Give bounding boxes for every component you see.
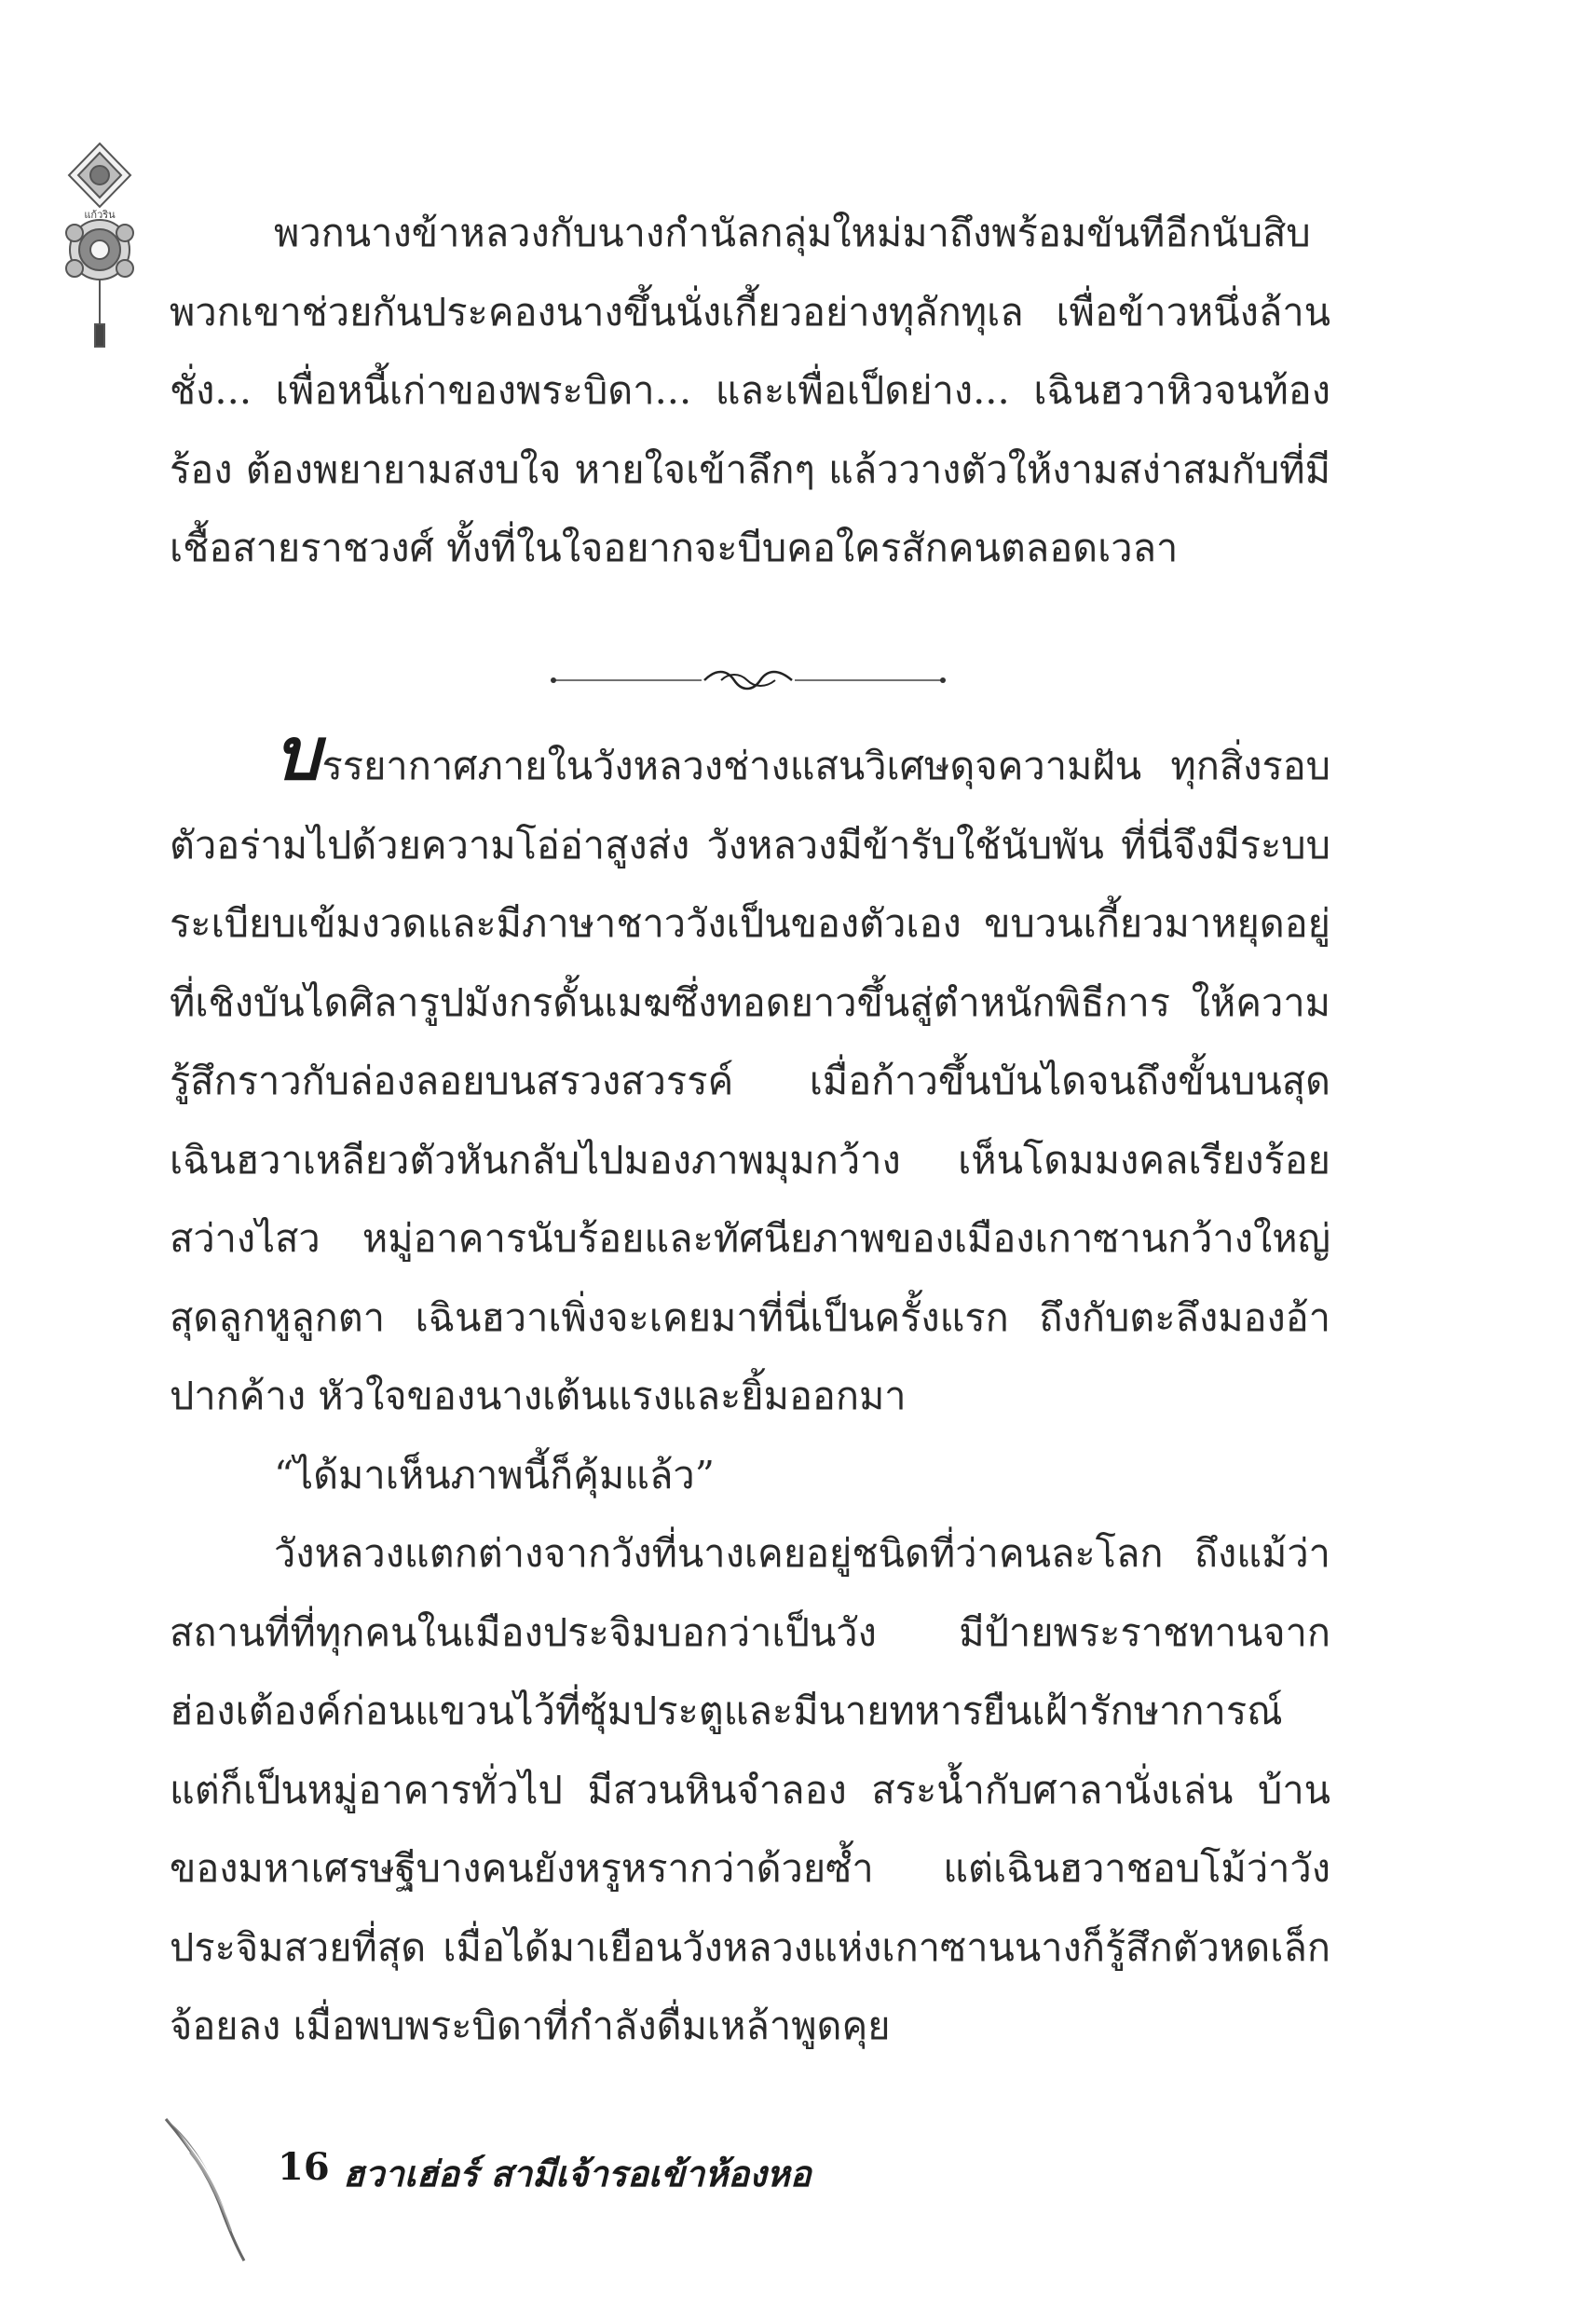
page-number: 16: [278, 2145, 330, 2189]
page-footer: [158, 2115, 997, 2264]
paragraph-text: รรยากาศภายในวังหลวงช่างแสนวิเศษดุจความฝัน ทุกสิ่งรอบตัวอร่ามไปด้วยความโอ่อ่าสูงส่ง วังหลวงมีข้ารับใช้นับพัน ที่นี่จึงมีระบบระเบียบเข้มงวดและมีภาษาชาววังเป็นของตัวเอง ขบวนเกี้ยวมาหยุดอยู่ที่เชิงบันไดศิลารูปมังกรดั้นเมฆซึ่งทอดยาวขึ้นสู่ตำหนักพิธีการ ให้ความรู้สึกราวกับล่องลอยบนสรวงสวรรค์ เมื่อก้าวขึ้นบันไดจนถึงขั้นบนสุด เฉินฮวาเหลียวตัวหันกลับไปมองภาพมุมกว้าง เห็นโดมมงคลเรียงร้อยสว่างไสว หมู่อาคารนับร้อยและทัศนียภาพของเมืองเกาซานกว้างใหญ่สุดลูกหูลูกตา เฉินฮวาเพิ่งจะเคยมาที่นี่เป็นครั้งแรก ถึงกับตะลึงมองอ้าปากค้าง หัวใจของนางเต้นแรงและยิ้มออกมา: [170, 743, 1330, 1418]
dialogue-quote: “ได้มาเห็นภาพนี้ก็คุ้มแล้ว”: [274, 1451, 715, 1497]
text-section-2: [170, 713, 1330, 2066]
book-emblem-icon: [58, 140, 142, 354]
emblem-label: แก้วริน: [84, 209, 116, 221]
drop-cap: บ: [274, 713, 321, 797]
text-section-1: [170, 194, 1330, 588]
ornamental-divider-icon: [548, 662, 948, 699]
paragraph: วังหลวงแตกต่างจากวังที่นางเคยอยู่ชนิดที่ว่าคนละโลก ถึงแม้ว่าสถานที่ที่ทุกคนในเมืองประจิมบอกว่าเป็นวัง มีป้ายพระราชทานจากฮ่องเต้องค์ก่อนแขวนไว้ที่ซุ้มประตูและมีนายทหารยืนเฝ้ารักษาการณ์ แต่ก็เป็นหมู่อาคารทั่วไป มีสวนหินจำลอง สระน้ำกับศาลานั่งเล่น บ้านของมหาเศรษฐีบางคนยังหรูหรากว่าด้วยซ้ำ แต่เฉินฮวาชอบโม้ว่าวังประจิมสวยที่สุด เมื่อได้มาเยือนวังหลวงแห่งเกาซานนางก็รู้สึกตัวหดเล็กจ้อยลง เมื่อพบพระบิดาที่กำลังดื่มเหล้าพูดคุย: [170, 1530, 1330, 2048]
feather-quill-icon: [158, 2115, 261, 2264]
book-title: ฮวาเฮ่อร์ สามีเจ้ารอเข้าห้องหอ: [343, 2154, 812, 2195]
paragraph: พวกนางข้าหลวงกับนางกำนัลกลุ่มใหม่มาถึงพร้อมขันทีอีกนับสิบ พวกเขาช่วยกันประคองนางขึ้นนั่งเกี้ยวอย่างทุลักทุเล เพื่อข้าวหนึ่งล้านชั่ง... เพื่อหนี้เก่าของพระบิดา... และเพื่อเป็ดย่าง... เฉินฮวาหิวจนท้องร้อง ต้องพยายามสงบใจ หายใจเข้าลึกๆ แล้ววางตัวให้งามสง่าสมกับที่มีเชื้อสายราชวงศ์ ทั้งที่ในใจอยากจะบีบคอใครสักคนตลอดเวลา: [170, 210, 1330, 570]
paragraph: [170, 713, 1330, 1436]
